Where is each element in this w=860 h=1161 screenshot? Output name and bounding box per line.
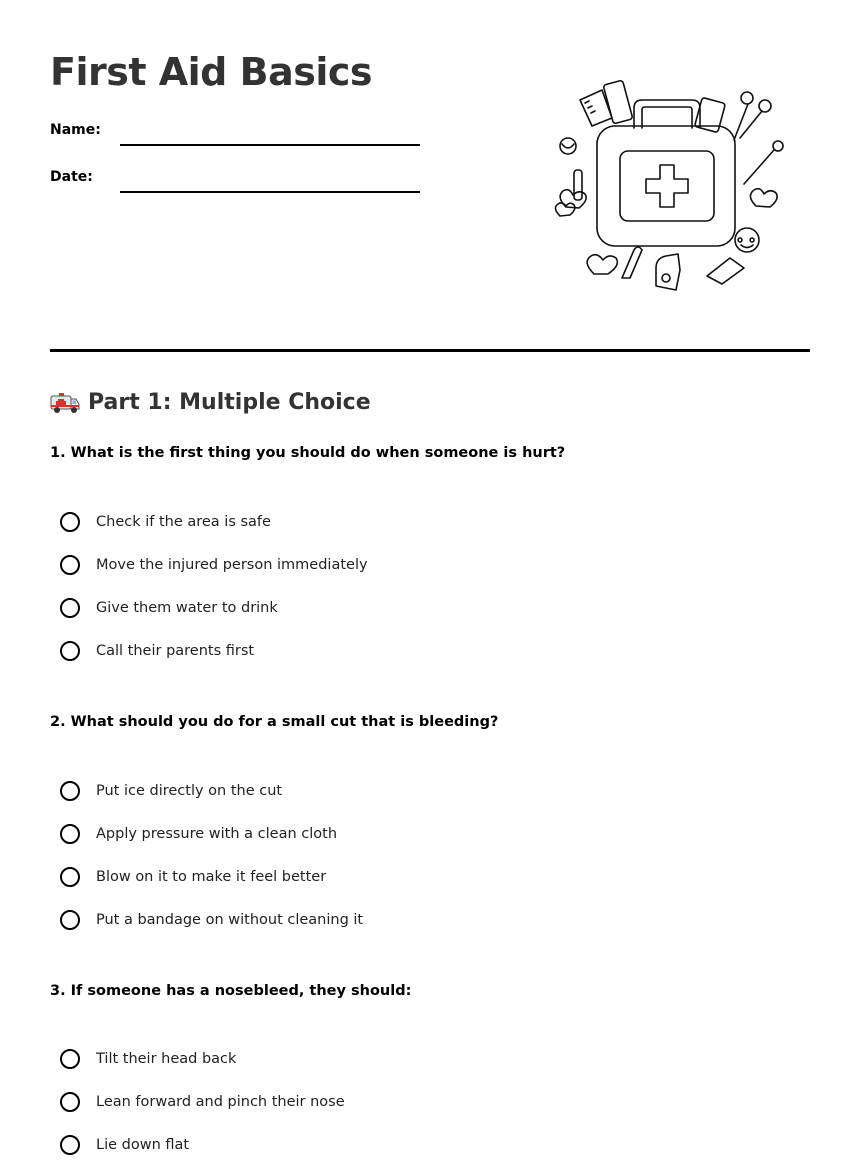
radio-button[interactable] (60, 641, 80, 661)
question-1-option-3[interactable] (60, 595, 278, 621)
option-label: Lie down flat (96, 1137, 190, 1153)
option-label: Move the injured person immediately (96, 557, 368, 573)
name-line[interactable] (120, 144, 420, 146)
question-2-option-3[interactable] (60, 864, 326, 890)
option-label: Put ice directly on the cut (96, 783, 283, 799)
section-title (50, 389, 371, 415)
radio-button[interactable] (60, 1092, 80, 1112)
radio-button[interactable] (60, 555, 80, 575)
question-2-option-2[interactable] (60, 821, 337, 847)
section-divider (50, 349, 810, 352)
section-title-text: Part 1: Multiple Choice (88, 389, 371, 415)
option-label: Call their parents first (96, 643, 255, 659)
option-label: Tilt their head back (96, 1051, 237, 1067)
question-2: 2. What should you do for a small cut that is bleeding? (50, 714, 499, 730)
question-3: 3. If someone has a nosebleed, they should: (50, 983, 412, 999)
radio-button[interactable] (60, 1135, 80, 1155)
date-label: Date: (50, 169, 93, 185)
option-label: Blow on it to make it feel better (96, 869, 327, 885)
radio-button[interactable] (60, 867, 80, 887)
option-label: Apply pressure with a clean cloth (96, 826, 338, 842)
radio-button[interactable] (60, 598, 80, 618)
question-3-option-2[interactable] (60, 1089, 345, 1115)
option-label: Give them water to drink (96, 600, 278, 616)
question-3-option-3[interactable] (60, 1132, 189, 1158)
radio-button[interactable] (60, 910, 80, 930)
ambulance-icon (50, 389, 80, 415)
date-line[interactable] (120, 191, 420, 193)
option-label: Lean forward and pinch their nose (96, 1094, 345, 1110)
first-aid-kit-icon (552, 78, 792, 300)
radio-button[interactable] (60, 781, 80, 801)
question-1-option-2[interactable] (60, 552, 368, 578)
question-1: 1. What is the first thing you should do when someone is hurt? (50, 445, 566, 461)
option-label: Check if the area is safe (96, 514, 271, 530)
question-3-option-1[interactable] (60, 1046, 236, 1072)
question-2-option-1[interactable] (60, 778, 282, 804)
question-2-option-4[interactable] (60, 907, 363, 933)
name-label: Name: (50, 122, 101, 138)
radio-button[interactable] (60, 512, 80, 532)
radio-button[interactable] (60, 824, 80, 844)
option-label: Put a bandage on without cleaning it (96, 912, 364, 928)
page-title: First Aid Basics (50, 50, 372, 94)
question-1-option-4[interactable] (60, 638, 254, 664)
radio-button[interactable] (60, 1049, 80, 1069)
question-1-option-1[interactable] (60, 509, 271, 535)
